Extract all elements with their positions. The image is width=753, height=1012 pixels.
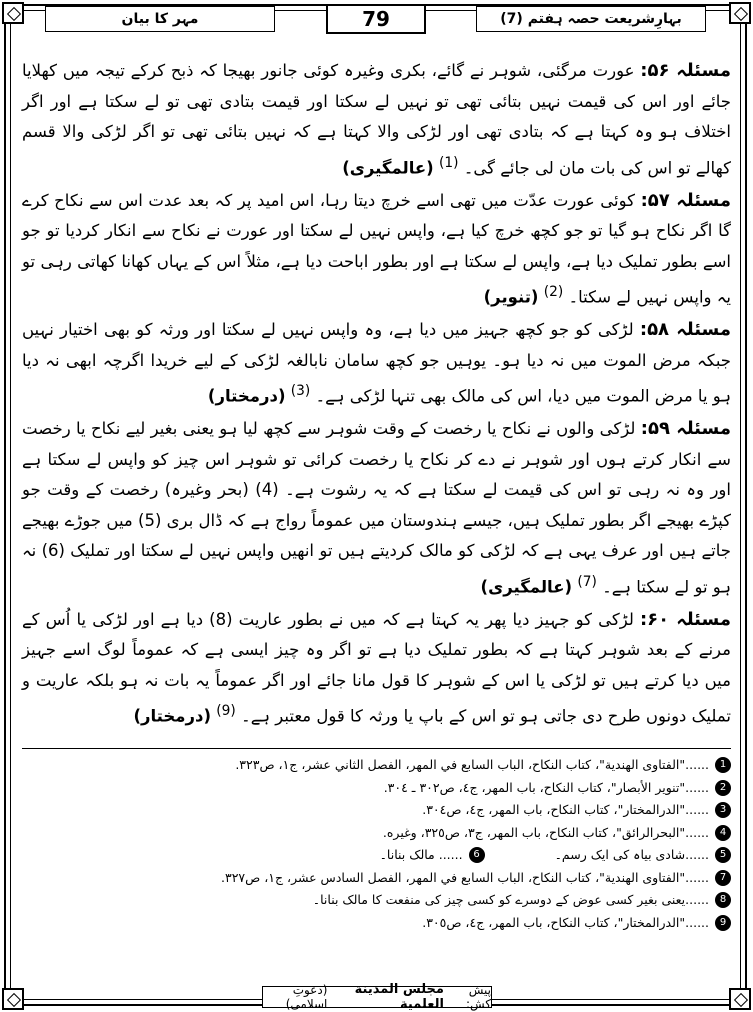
- footer-label: پیش کش:: [465, 983, 491, 1011]
- publisher-footer: [262, 982, 492, 1012]
- footnote-number: 1: [715, 757, 731, 773]
- main-text: [22, 56, 731, 732]
- masala-56: [22, 56, 731, 184]
- masala-heading: مسئلہ ۶۰:: [639, 608, 731, 630]
- publisher-name: مجلس المدينة العلمية: [354, 982, 444, 1012]
- footnote-item: [22, 799, 731, 822]
- footnote-number: 9: [715, 915, 731, 931]
- masala-text: عورت مرگئی، شوہر نے گائے، بکری وغیرہ کوئی جانور بھیجا کہ ذبح کرکے تیجہ میں کھلایا جائے اور اس کی قیمت نہیں بتائی تھی تو نہیں لے سکتا اور قیمت بتادی تھی تو لے سکتا ہے اور اگر اختلاف ہو وہ کہتا ہے کہ بتادی تھی اور لڑکی والا کہتا ہے کہ نہیں بتائی تھی تو اگر لڑکی والا قسم کھالے تو اس کی بات مان لی جائے گی۔: [22, 61, 731, 177]
- footnote-ref[interactable]: (9): [216, 703, 236, 719]
- footnote-divider: [22, 748, 731, 749]
- masala-text: لڑکی والوں نے نکاح یا رخصت کے وقت شوہر سے کچھ لیا ہو یعنی بغیر لیے نکاح یا رخصت سے انکار کرتے ہوں اور شوہر نے دے کر نکاح یا رخصت کرائی تو شوہر اس چیز کو واپس لے سکتا ہے اور وہ نہ رہی تو اس کی قیمت لے سکتا ہے کہ یہ رشوت ہے۔ (4) (بحر وغیرہ) رخصت کے وقت جو کپڑے بھیجے اگر بطور تملیک ہیں، جیسے ہندوستان میں عموماً رواج ہے کہ ڈال بری (5) میں جوڑے بھیجے جاتے ہیں اور عرف یہی ہے کہ لڑکی کو مالک کردیتے ہیں تو انھیں واپس نہیں لے سکتا اور تملیک (6) نہ ہو تو لے سکتا ہے۔: [22, 419, 731, 596]
- masala-59: [22, 414, 731, 603]
- book-title: بہارِشریعت حصہ ہفتم (7): [476, 6, 706, 32]
- footnote-item: [22, 777, 731, 800]
- footnote-item: [555, 844, 731, 867]
- source-ref: (تنویر): [483, 287, 539, 307]
- footnote-pair: [22, 844, 731, 867]
- masala-text: لڑکی کو جو کچھ جہیز میں دیا ہے، وہ واپس نہیں لے سکتا اور ورثہ کو بھی اختیار نہیں جبکہ مرض الموت میں نہ دیا ہو۔ یوہیں جو کچھ سامان نابالغہ لڑکی کے لیے خریدا اگرچہ ابھی نہ دیا ہو یا مرض الموت میں دیا، اس کی مالک بھی تنہا لڑکی ہے۔: [22, 320, 731, 406]
- footnote-item: [22, 754, 731, 777]
- footnote-item: [22, 867, 731, 890]
- footnote-item: [22, 822, 731, 845]
- masala-heading: مسئلہ ۵۹:: [640, 418, 731, 439]
- publisher-sub: (دعوتِ اسلامی): [285, 983, 328, 1011]
- footnote-number: 7: [715, 870, 731, 886]
- corner-ornament: [2, 988, 24, 1010]
- masala-heading: مسئلہ ۵۸:: [639, 319, 731, 340]
- footnote-text: ......یعنی بغیر کسی عوض کے دوسرے کو کسی چیز کی منفعت کا مالک بنانا۔: [312, 892, 709, 907]
- footnotes: [22, 754, 731, 934]
- footnote-number: 4: [715, 825, 731, 841]
- footnote-item: [380, 844, 485, 867]
- source-ref: (عالمگیری): [342, 158, 434, 177]
- footnote-number: 2: [715, 780, 731, 796]
- footnote-number: 8: [715, 892, 731, 908]
- masala-text: کوئی عورت عدّت میں تھی اسے خرچ دیتا رہا، اس امید پر کہ بعد عدت اس سے نکاح کرے گا اگر نکاح ہو گیا تو جو کچھ خرچ کیا ہے، واپس نہیں لے سکتا اور عورت نے نکاح سے انکار کردیا تو جو اسے بطور تملیک دیا ہے، واپس لے سکتا ہے اور بطور اباحت دیا ہے، مثلاً اس کے یہاں کھانا کھاتی رہی تو یہ واپس نہیں لے سکتا۔: [22, 190, 731, 307]
- page-number: 79: [326, 4, 426, 34]
- footnote-ref[interactable]: (2): [543, 284, 564, 300]
- footnote-text: ......"تنوير الأبصار"، كتاب النكاح، باب المهر، ج٤، ص٣٠٢ ـ ٣٠٤.: [383, 779, 709, 795]
- masala-58: [22, 315, 731, 412]
- masala-text: لڑکی کو جہیز دیا پھر یہ کہتا ہے کہ میں نے بطور عاریت (8) دیا ہے اور لڑکی یا اُس کے مرنے کے بعد شوہر کہتا ہے کہ بطور تملیک دیا ہے تو اگر وہ چیز ایسی ہے کہ عموماً لوگ اسے جہیز میں دیا کرتے ہیں تو لڑکی یا اس کے شوہر کا قول مانا جائے اور اگر عموماً یہ بات نہ ہو بلکہ عاریت و تملیک دونوں طرح دی جاتی ہو تو اس کے باپ یا ورثہ کا قول معتبر ہے۔: [22, 609, 731, 726]
- corner-ornament: [729, 988, 751, 1010]
- footnote-ref[interactable]: (3): [290, 383, 311, 399]
- footnote-text: ......"الفتاوى الهندية"، كتاب النكاح، الباب السابع في المهر، الفصل السادس عشر، ج١، ص٣٢٧.: [221, 869, 709, 885]
- footnote-number: 5: [715, 847, 731, 863]
- footnote-text: ......شادی بیاہ کی ایک رسم۔: [554, 847, 709, 862]
- corner-ornament: [2, 2, 24, 24]
- footnote-text: ......"الدرالمختار"، كتاب النكاح، باب المهر، ج٤، ص٣٠٤.: [422, 802, 709, 817]
- corner-ornament: [729, 2, 751, 24]
- footnote-item: [22, 889, 731, 912]
- footnote-text: ......"البحرالرائق"، كتاب النكاح، باب المهر، ج٣، ص٣٢٥، وغيره.: [382, 824, 709, 840]
- source-ref: (درمختار): [207, 386, 286, 406]
- footnote-ref[interactable]: (7): [577, 573, 597, 590]
- footnote-number: 6: [469, 847, 485, 863]
- footnote-text: ......"الفتاوى الهندية"، كتاب النكاح، الباب السابع في المهر، الفصل الثاني عشر، ج١، ص٣٢٣.: [235, 757, 709, 772]
- masala-heading: مسئلہ ۵۶:: [640, 60, 731, 81]
- chapter-title: مہر کا بیان: [45, 6, 275, 32]
- masala-57: [22, 186, 731, 314]
- source-ref: (درمختار): [133, 706, 212, 726]
- footnote-item: [22, 912, 731, 935]
- source-ref: (عالمگیری): [480, 577, 573, 596]
- masala-60: [22, 605, 731, 733]
- footnote-number: 3: [715, 802, 731, 818]
- footnote-text: ...... مالک بنانا۔: [379, 847, 463, 862]
- footnote-text: ......"الدرالمختار"، كتاب النكاح، باب المهر، ج٤، ص٣٠٥.: [422, 914, 709, 930]
- masala-heading: مسئلہ ۵۷:: [640, 189, 732, 211]
- footnote-ref[interactable]: (1): [438, 154, 459, 171]
